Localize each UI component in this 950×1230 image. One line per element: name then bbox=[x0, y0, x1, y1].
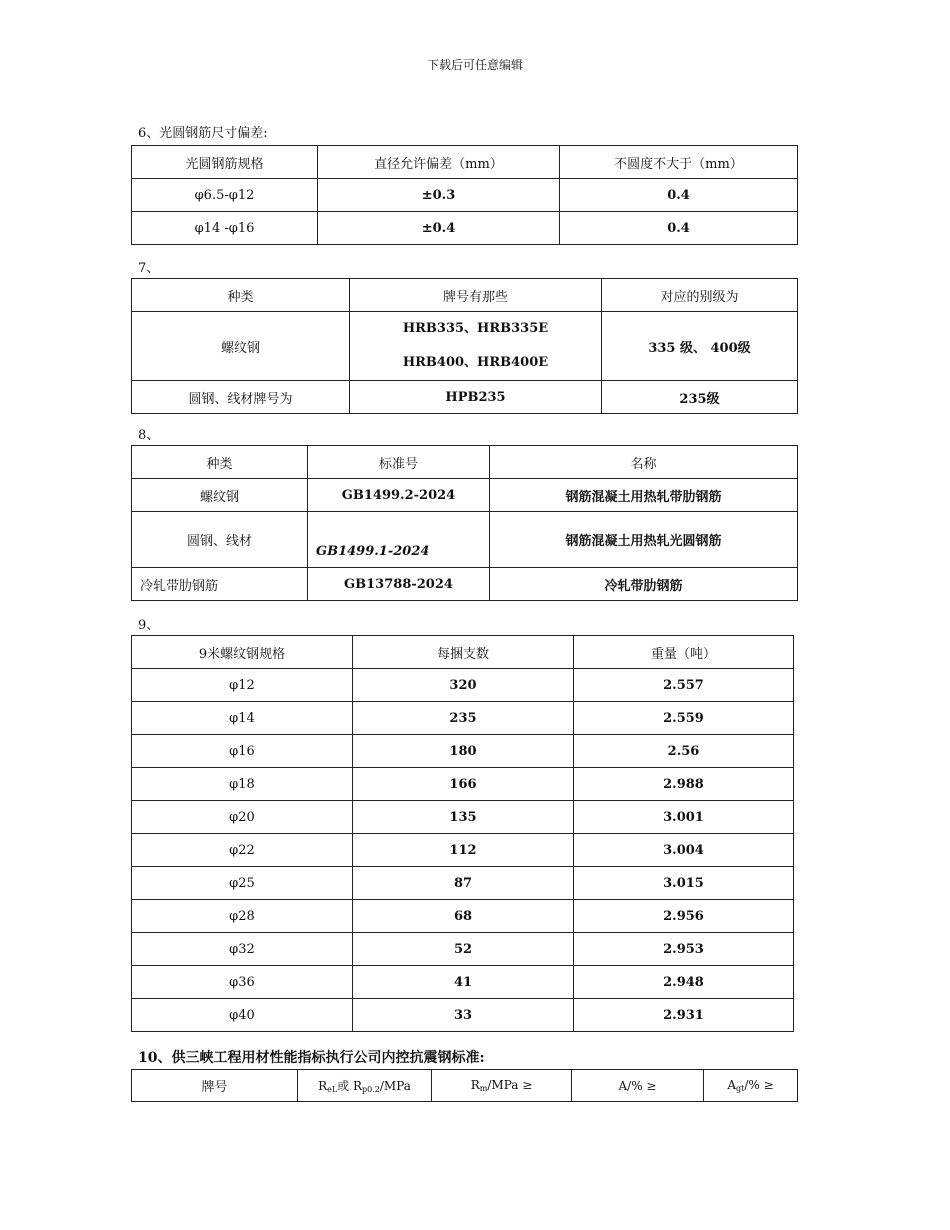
table-cell: GB13788-2024 bbox=[308, 568, 490, 601]
table-row bbox=[132, 768, 794, 801]
header-cell: 种类 bbox=[132, 279, 350, 312]
table-cell: 螺纹钢 bbox=[132, 312, 350, 381]
table-cell: 2.953 bbox=[574, 933, 794, 966]
table-cell: 2.956 bbox=[574, 900, 794, 933]
table-cell: 320 bbox=[353, 669, 574, 702]
table-cell: φ20 bbox=[132, 801, 353, 834]
table-cell: 235级 bbox=[602, 381, 798, 414]
table-cell: φ12 bbox=[132, 669, 353, 702]
table-cell: 2.56 bbox=[574, 735, 794, 768]
header-cell: 名称 bbox=[490, 446, 798, 479]
table-cell: 166 bbox=[353, 768, 574, 801]
table-cell: ±0.3 bbox=[318, 179, 560, 212]
table-cell: 135 bbox=[353, 801, 574, 834]
table-row bbox=[132, 900, 794, 933]
table-cell: 冷轧带肋钢筋 bbox=[132, 568, 308, 601]
table-cell: φ28 bbox=[132, 900, 353, 933]
table-cell: 2.559 bbox=[574, 702, 794, 735]
table-cell: φ14 bbox=[132, 702, 353, 735]
brand-line: HRB400、HRB400E bbox=[402, 355, 549, 370]
table-cell: 3.004 bbox=[574, 834, 794, 867]
table-cell: 钢筋混凝土用热轧光圆钢筋 bbox=[490, 512, 798, 568]
header-cell: 9米螺纹钢规格 bbox=[132, 636, 353, 669]
table-row bbox=[132, 669, 794, 702]
table-cell: 335 级、 400级 bbox=[602, 312, 798, 381]
table-cell: 68 bbox=[353, 900, 574, 933]
table-cell: GB1499.1-2024 bbox=[308, 512, 490, 568]
table-cell: φ22 bbox=[132, 834, 353, 867]
header-cell: 光圆钢筋规格 bbox=[132, 146, 318, 179]
table-cell: φ6.5-φ12 bbox=[132, 179, 318, 212]
table-row bbox=[132, 999, 794, 1032]
header-cell: 标准号 bbox=[308, 446, 490, 479]
table-cell: 87 bbox=[353, 867, 574, 900]
table-cell: 3.001 bbox=[574, 801, 794, 834]
table-row bbox=[132, 735, 794, 768]
table-cell: 圆钢、线材 bbox=[132, 512, 308, 568]
header-cell: 牌号 bbox=[132, 1070, 298, 1102]
table-cell: φ16 bbox=[132, 735, 353, 768]
table-6 bbox=[131, 145, 798, 245]
table-cell: HPB235 bbox=[350, 381, 602, 414]
table-cell: φ40 bbox=[132, 999, 353, 1032]
table-row bbox=[132, 933, 794, 966]
table-10 bbox=[131, 1069, 798, 1102]
table-cell: 圆钢、线材牌号为 bbox=[132, 381, 350, 414]
section-9-title: 9、 bbox=[138, 618, 160, 633]
table-cell: φ25 bbox=[132, 867, 353, 900]
header-cell: $A_{gt}/\%$ ≥ bbox=[704, 1070, 798, 1102]
table-7 bbox=[131, 278, 798, 414]
table-row bbox=[132, 834, 794, 867]
table-cell: φ18 bbox=[132, 768, 353, 801]
header-cell: $R_m$/MPa ≥ bbox=[432, 1070, 572, 1102]
table-cell: GB1499.2-2024 bbox=[308, 479, 490, 512]
section-8-title: 8、 bbox=[138, 428, 160, 443]
section-10-title: 10、供三峡工程用材性能指标执行公司内控抗震钢标准: bbox=[138, 1050, 485, 1066]
table-cell: 3.015 bbox=[574, 867, 794, 900]
table-cell: φ14 -φ16 bbox=[132, 212, 318, 245]
header-cell: 牌号有那些 bbox=[350, 279, 602, 312]
table-cell: 2.948 bbox=[574, 966, 794, 999]
brand-cell bbox=[350, 312, 602, 381]
table-cell: 0.4 bbox=[560, 212, 798, 245]
section-6-title: 6、光圆钢筋尺寸偏差: bbox=[138, 126, 268, 141]
table-cell: 52 bbox=[353, 933, 574, 966]
header-cell: 对应的别级为 bbox=[602, 279, 798, 312]
table-cell: 33 bbox=[353, 999, 574, 1032]
header-cell: 种类 bbox=[132, 446, 308, 479]
table-cell: 钢筋混凝土用热轧带肋钢筋 bbox=[490, 479, 798, 512]
table-row bbox=[132, 801, 794, 834]
table-row bbox=[132, 867, 794, 900]
table-cell: φ36 bbox=[132, 966, 353, 999]
table-8 bbox=[131, 445, 798, 601]
table-cell: φ32 bbox=[132, 933, 353, 966]
header-cell: A/% ≥ bbox=[572, 1070, 704, 1102]
table-cell: 2.931 bbox=[574, 999, 794, 1032]
table-cell: 41 bbox=[353, 966, 574, 999]
table-cell: 180 bbox=[353, 735, 574, 768]
table-cell: 2.988 bbox=[574, 768, 794, 801]
header-cell: 不圆度不大于（mm） bbox=[560, 146, 798, 179]
header-cell: $R_{eL}$或 $R_{p0.2}$/MPa bbox=[298, 1070, 432, 1102]
table-cell: ±0.4 bbox=[318, 212, 560, 245]
table-cell: 冷轧带肋钢筋 bbox=[490, 568, 798, 601]
header-cell: 每捆支数 bbox=[353, 636, 574, 669]
table-cell: 112 bbox=[353, 834, 574, 867]
table-cell: 2.557 bbox=[574, 669, 794, 702]
table-cell: 0.4 bbox=[560, 179, 798, 212]
table-row bbox=[132, 702, 794, 735]
table-cell: 235 bbox=[353, 702, 574, 735]
table-9 bbox=[131, 635, 794, 1032]
table-cell: 螺纹钢 bbox=[132, 479, 308, 512]
header-cell: 直径允许偏差（mm） bbox=[318, 146, 560, 179]
page-header: 下载后可任意编辑 bbox=[426, 58, 523, 72]
table-row bbox=[132, 966, 794, 999]
brand-line: HRB335、HRB335E bbox=[402, 321, 549, 336]
section-7-title: 7、 bbox=[138, 261, 160, 276]
header-cell: 重量（吨） bbox=[574, 636, 794, 669]
